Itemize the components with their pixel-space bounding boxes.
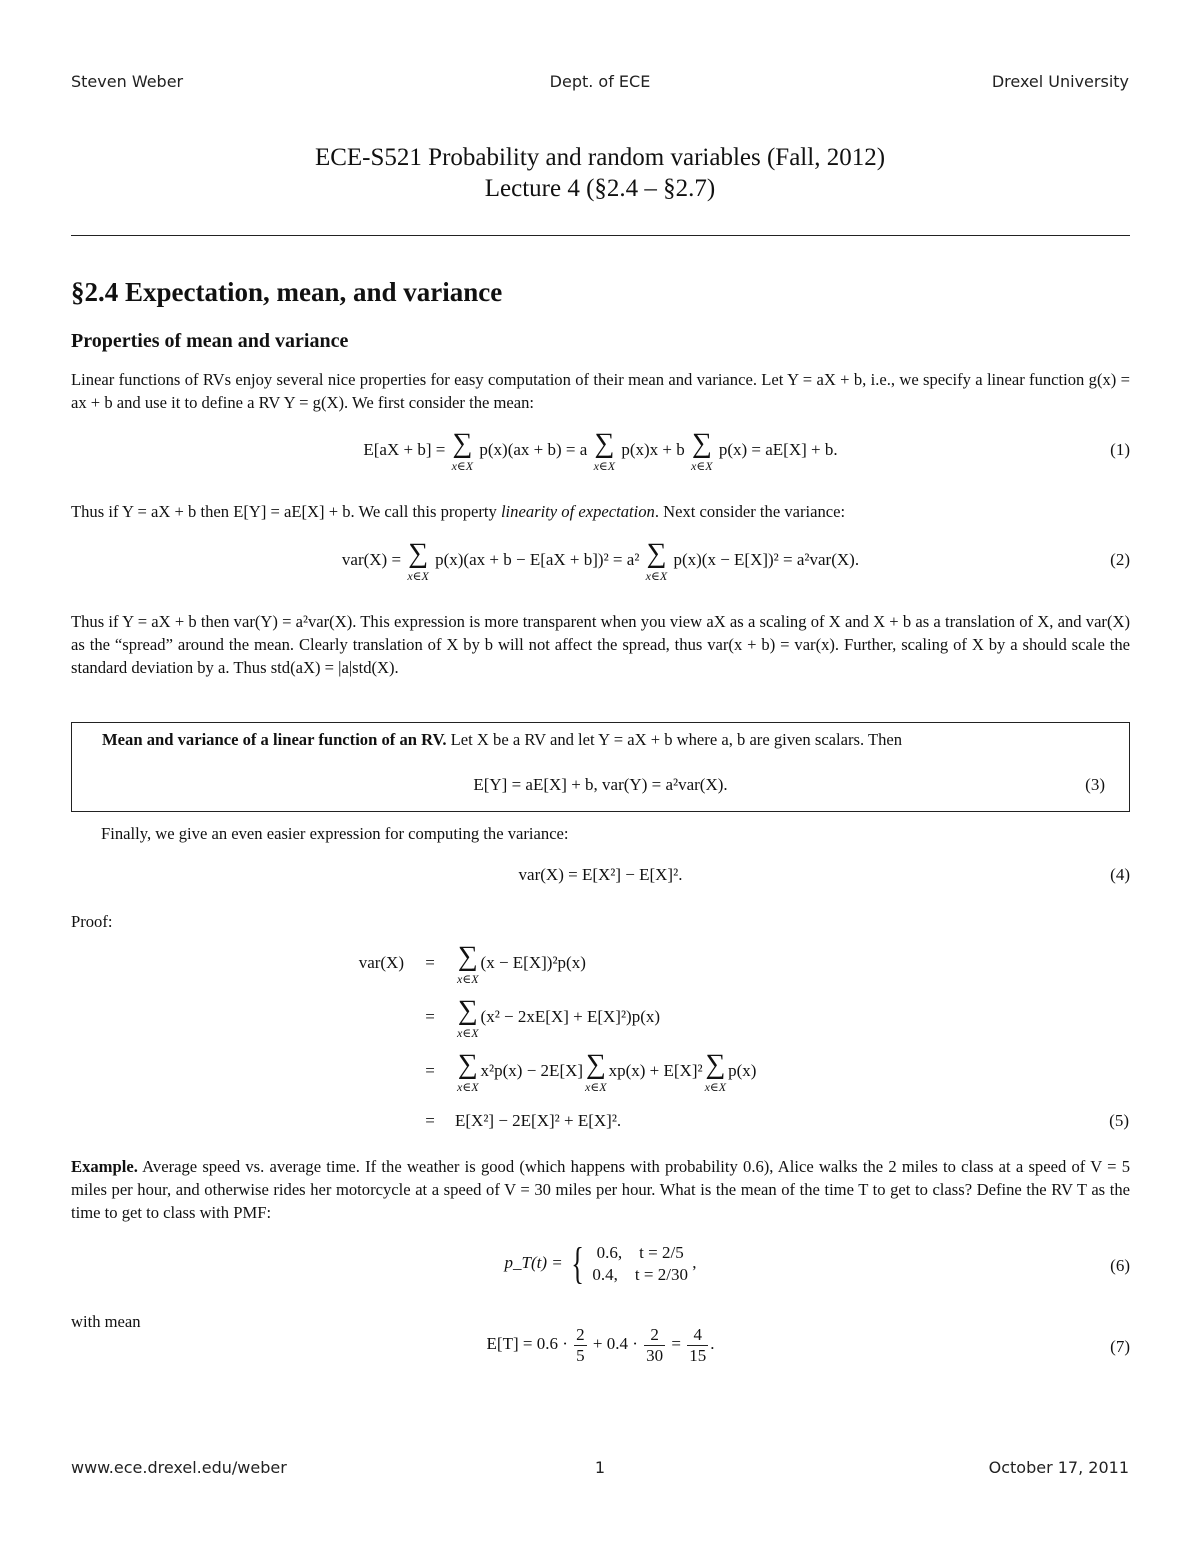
paragraph-linearity: Thus if Y = aX + b then E[Y] = aE[X] + b. We call this property linearity of expectation. Next consider the variance:: [71, 502, 846, 521]
pmf-lhs: p_T(t) =: [504, 1252, 563, 1272]
section-heading: §2.4 Expectation, mean, and variance: [71, 277, 503, 307]
paragraph-transparency: Thus if Y = aX + b then var(Y) = a²var(X). This expression is more transparent when you view aX as a scaling of X and X + b as a translation of X, and var(X) as the “spread” around the mean. Clearly translation of X by b will not affect the spread, thus var(x + b) = var(x). Further, scaling of X by a should scale the standard deviation by a. Thus std(aX) = |a|std(X).: [71, 612, 1130, 677]
equation-1: [71, 430, 1130, 480]
pmf-cases: 0.6, t = 2/5 0.4, t = 2/30: [592, 1243, 688, 1284]
paragraph-easier-expression: Finally, we give an even easier expression for computing the variance:: [101, 824, 569, 843]
header-author: Steven Weber: [71, 72, 184, 91]
result-box-equation: E[Y] = aE[X] + b, var(Y) = a²var(X).: [473, 775, 728, 794]
eq1-term-1: p(x)(ax + b) = a: [479, 439, 588, 459]
sum-symbol: ∑ x∈X: [593, 428, 616, 473]
eq1-term-2: p(x)x + b: [621, 439, 685, 459]
equation-6: p_T(t) = { 0.6, t = 2/5 0.4, t = 2/30 , (6): [504, 1239, 1130, 1288]
title-line-2: Lecture 4 (§2.4 – §2.7): [484, 175, 716, 202]
equation-number-2: (2): [1110, 550, 1130, 569]
header-department: Dept. of ECE: [549, 72, 651, 91]
sum-symbol: ∑ x∈X: [645, 538, 668, 583]
eq1-term-3: p(x) = aE[X] + b.: [718, 439, 838, 459]
equation-number-3: (3): [1085, 775, 1105, 794]
sum-symbol: ∑ x∈X: [585, 1049, 607, 1094]
equation-number-7: (7): [1110, 1337, 1130, 1356]
result-box-text: Mean and variance of a linear function of an RV. Let X be a RV and let Y = aX + b where a, b are given scalars. Then: [102, 730, 903, 749]
footer-page-number: 1: [594, 1458, 606, 1477]
equation-number-5: (5): [1109, 1111, 1129, 1130]
with-mean-text: with mean: [71, 1312, 141, 1331]
sum-symbol: ∑ x∈X: [704, 1049, 727, 1094]
result-box-title: Mean and variance of a linear function of an RV.: [102, 730, 447, 749]
proof-lhs: var(X): [358, 953, 404, 972]
document-title: [0, 142, 1200, 204]
title-rule: [71, 235, 1130, 236]
footer-date: October 17, 2011: [988, 1458, 1129, 1477]
eq2-lhs: var(X) =: [341, 549, 402, 569]
eq7-lhs: E[T] = 0.6 ·: [486, 1333, 568, 1353]
equation-number-1: (1): [1110, 440, 1130, 459]
equation-number-6: (6): [1110, 1256, 1130, 1275]
header-university: Drexel University: [991, 72, 1129, 91]
title-line-1: ECE-S521 Probability and random variables (Fall, 2012): [314, 144, 886, 171]
equation-number-4: (4): [1110, 865, 1130, 884]
eq2-term-2: p(x)(x − E[X])² = a²var(X).: [673, 549, 860, 569]
paragraph-example: Example. Average speed vs. average time. If the weather is good (which happens with probability 0.6), Alice walks the 2 miles to class at a speed of V = 5 miles per hour, and otherwise rides her motorcycle at a speed of V = 30 miles per hour. What is the mean of the time T to get to class? Define the RV T as the time to get to class with PMF:: [71, 1157, 1130, 1222]
example-label: Example.: [71, 1157, 138, 1176]
sum-symbol: ∑ x∈X: [457, 1049, 479, 1094]
sum-symbol: ∑ x∈X: [457, 941, 479, 986]
eq2-term-1: p(x)(ax + b − E[aX + b])² = a²: [435, 549, 640, 569]
result-box: [71, 722, 1130, 812]
sum-symbol: ∑ x∈X: [457, 995, 479, 1040]
equation-7: E[T] = 0.6 · $\frac{2}{5}$ + 0.4 · $\frac{2}{30}$ = $\frac{4}{15}$ . (7): [486, 1325, 1130, 1365]
equation-2: [71, 540, 1130, 590]
subsection-heading: Properties of mean and variance: [71, 330, 349, 352]
fraction: $\frac{4}{15}$: [689, 1325, 707, 1365]
footer-url: www.ece.drexel.edu/weber: [71, 1458, 287, 1477]
equation-4: [71, 865, 1130, 915]
sum-symbol: ∑ x∈X: [451, 428, 474, 473]
paragraph-linear-functions: Linear functions of RVs enjoy several nice properties for easy computation of their mean and variance. Let Y = aX + b, i.e., we specify a linear function g(x) = ax + b and use it to define a RV Y = g(X). We first consider the mean:: [71, 370, 1130, 412]
eq1-lhs: E[aX + b] =: [363, 439, 446, 459]
emphasis-linearity: linearity of expectation: [500, 502, 655, 521]
eq4-body: var(X) = E[X²] − E[X]².: [518, 865, 683, 884]
fraction: $\frac{2}{5}$: [576, 1325, 585, 1365]
proof-label: Proof:: [71, 912, 113, 931]
left-brace: {: [571, 1239, 584, 1288]
sum-symbol: ∑ x∈X: [407, 538, 429, 583]
fraction: $\frac{2}{30}$: [646, 1325, 664, 1365]
sum-symbol: ∑ x∈X: [691, 428, 713, 473]
